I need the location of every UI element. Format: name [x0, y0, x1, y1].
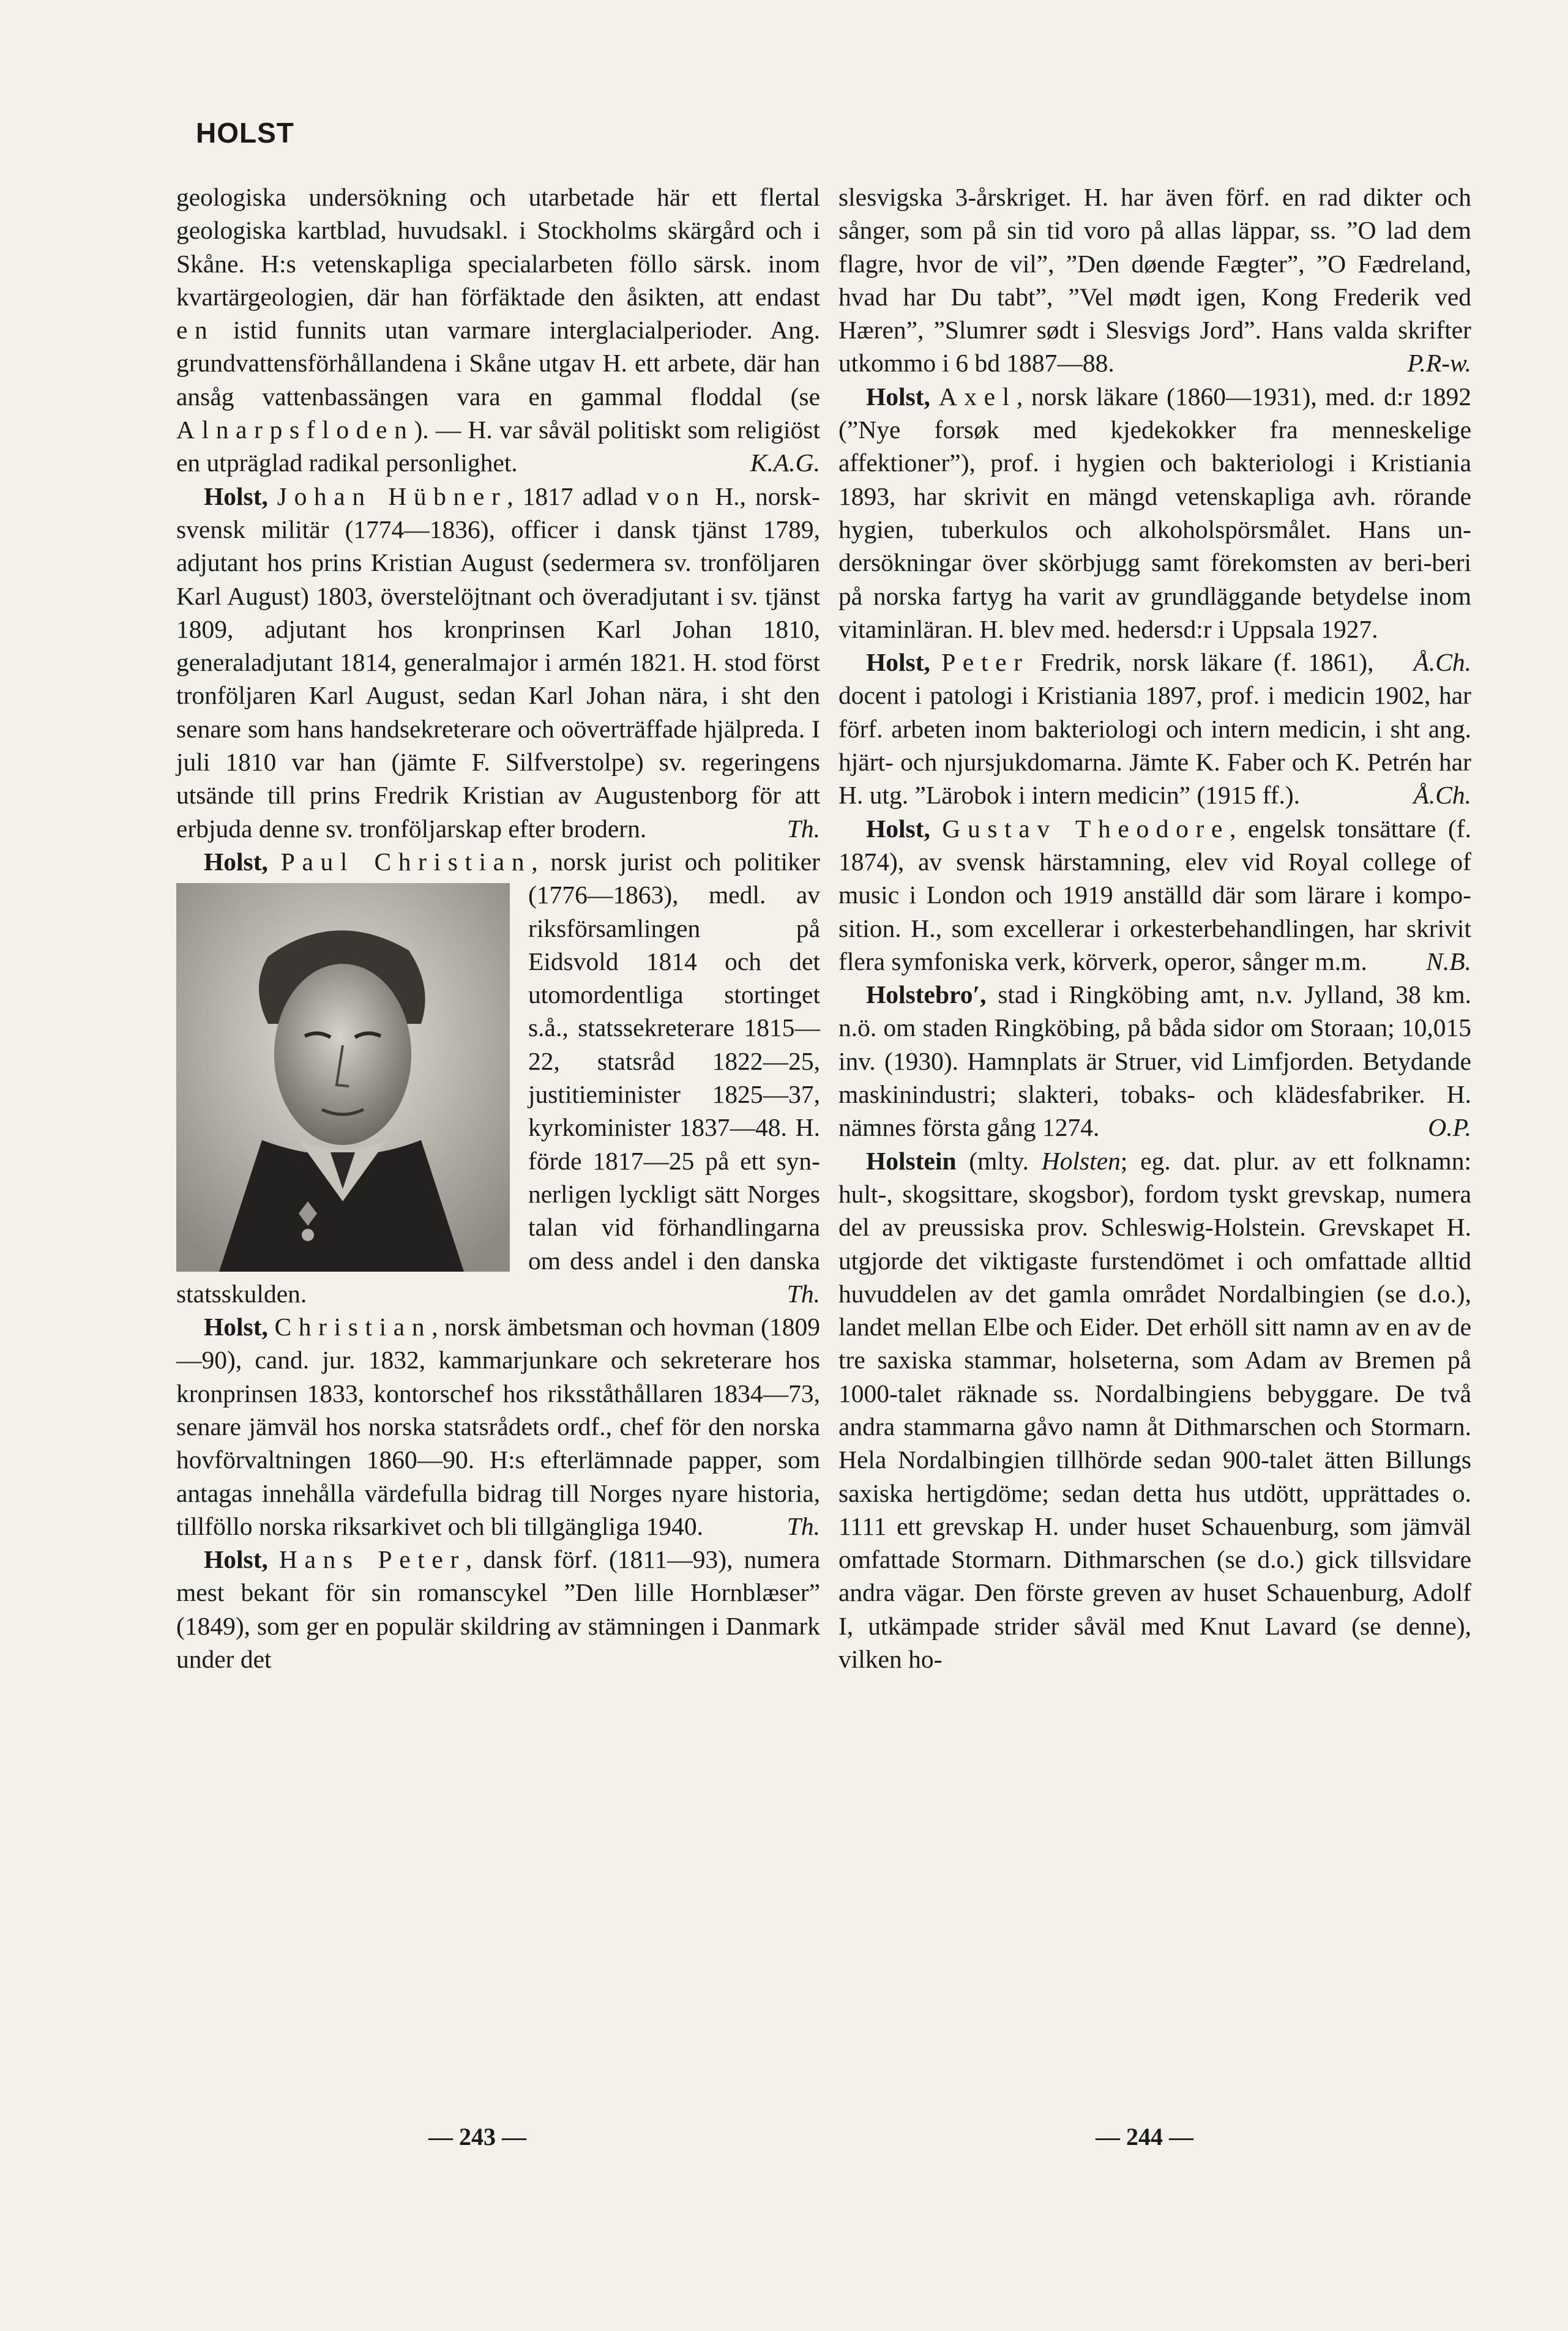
entry-holstebro: Holstebro′, stad i Ringköbing amt, n.v. Jylland, 38 km. n.ö. om staden Ringköbing, på båda sidor om Storaan; 10,015 inv. (1930). Hamnplats är Struer, vid Limfjorden. Betydande maskinindustri; slakteri, tobaks- och klädesfabriker. H. nämnes första gång 1274. O.P. [838, 978, 1471, 1144]
page-number-right: — 244 — [1096, 2123, 1193, 2150]
author-signature: Th. [786, 814, 820, 843]
page-header-title: HOLST [196, 117, 294, 149]
headword: Holstebro′, [866, 980, 987, 1009]
author-signature: Th. [786, 1512, 820, 1540]
headword: Holst, [866, 814, 930, 843]
entry-holst-axel: Holst, Axel, norsk läkare (1860—1931), med. d:r 1892 (”Nye forsøk med kjedekokker fra menneskelige affektioner”), prof. i hygien och bakteriologi i Kristiania 1893, har skrivit en mängd vetenskapliga avh. rörande hygien, tuberkulos och alkoholspörsmålet. Hans undersökningar över skörbjugg samt förekomsten av beri-beri på norska fartyg ha varit av grundläggande betydelse inom vitaminläran. H. blev med. hedersd:r i Uppsala 1927. Å.Ch. [838, 380, 1471, 646]
entry-holst-johan: Holst, Johan Hübner, 1817 adlad von H., norsk-svensk militär (1774—1836), officer i dansk tjänst 1789, adjutant hos prins Kristian August (sedermera sv. tronföljaren Karl August) 1803, överstelöjtnant och överadjutant i sv. tjänst 1809, adjutant hos kronprinsen Karl Johan 1810, generaladjutant 1814, generalmajor i armén 1821. H. stod först tronföljaren Karl August, sedan Karl Johan nära, i sht den senare som hans handsekreterare och oöverträffade hjälpreda. I juli 1810 var han (jämte F. Silfverstolpe) sv. regeringens utsände till prins Fredrik Kristian av Augustenborg för att erbjuda denne sv. tronföljarskap efter brodern. Th. [176, 480, 820, 845]
headword: Holst, [204, 1313, 268, 1341]
headword: Holst, [866, 648, 930, 677]
author-signature: K.A.G. [750, 449, 820, 477]
portrait-illustration [176, 883, 510, 1272]
headword: Holst, [204, 847, 268, 876]
right-column [838, 181, 1471, 1676]
headword: Holstein [866, 1146, 957, 1175]
entry-holstein: Holstein (mlty. Holsten; eg. dat. plur. av ett folknamn: hult-, skogsittare, skogsbor), fordom tyskt grevskap, numera del av preussiska prov. Schleswig-Holstein. Grevskapet H. utgjorde det viktigaste furstendömet i och omfattade alltid huvuddelen av det gamla området Nordalbingien (se d.o.), landet mellan Elbe och Eider. Det erhöll sitt namn av en av de tre saxiska stammar, holseterna, som Adam av Bremen på 1000-talet räknade ss. Nordalbingiens bebyggare. De två andra stammarna gåvo namn åt Dithmarschen och Stormarn. Hela Nordalbingien tillhörde sedan 900-talet ätten Billungs saxiska hertigdöme; sedan detta hus utdött, upprättades o. 1111 ett grevskap H. under huset Schauenburg, som jämväl omfattade Stormarn. Dithmarschen (se d.o.) gick tillsvidare andra vägar. Den förste greven av huset Schauenburg, Adolf I, utkämpade strider såväl med Knut Lavard (se denne), vilken ho- [838, 1146, 1471, 1674]
author-signature: Å.Ch. [1413, 781, 1471, 810]
author-signature: O.P. [1428, 1113, 1471, 1142]
entry-continuation: geologiska undersökning och utarbetade här ett flertal geologiska kartblad, huvudsakl. i Stockholms skärgård och i Skåne. H:s vetenskapliga specialarbeten föllo särsk. inom kvartärgeologien, där han förfäktade den åsikten, att endast en istid funnits utan varmare interglacialperioder. Ang. grundvattensförhållandena i Skåne utgav H. ett arbete, där han ansåg vattenbassängen vara en gammal floddal (se Alnarpsfloden). — H. var såväl politiskt som religiöst en utpräglad radikal personlighet. K.A.G. [176, 181, 820, 480]
entry-holst-paul: Holst, Paul Christian , norsk jurist och politiker (1776—1863), medl. av riksförsamlingen på Eidsvold 1814 och det utomordentliga stortinget s.å., statssekreterare 1815—22, statsråd 1822—25, justitieminister 1825—37, kyrkominister 1837—48. H. förde 1817—25 på ett synnerligen lyckligt sätt Norges talan vid förhandlingarna om dess andel i den danska statsskulden. Th. [176, 845, 820, 1310]
entry-holst-gustav: Holst, Gustav Theodore, engelsk tonsättare (f. 1874), av svensk härstamning, elev vid Royal college of music i London och 1919 anställd där som lärare i komposition. H., som excellerar i orkesterbehandlingen, har skrivit flera symfoniska verk, körverk, operor, sånger m.m. N.B. [838, 812, 1471, 978]
author-signature: Th. [786, 1279, 820, 1308]
headword: Holst, [204, 482, 268, 510]
page-number-left: — 243 — [428, 2123, 526, 2150]
entry-holst-peter: Holst, Peter Fredrik, norsk läkare (f. 1861), docent i patologi i Kristiania 1897, prof. i medicin 1902, har förf. arbeten inom bakteriologi och intern medicin, i sht ang. hjärt- och njursjukdomarna. Jämte K. Faber och K. Petrén har H. utg. ”Lärobok i intern medicin” (1915 ff.). Å.Ch. [838, 646, 1471, 811]
author-signature: N.B. [1426, 947, 1471, 975]
entry-holst-hans-peter: Holst, Hans Peter, dansk förf. (1811—93), numera mest bekant för sin romanscykel ”Den lille Hornblæser” (1849), som ger en populär skildring av stämningen i Danmark under det [176, 1545, 821, 1674]
entry-holst-christian: Holst, Christian, norsk ämbetsman och hovman (1809—90), cand. jur. 1832, kammarjunkare och sekreterare hos kronprinsen 1833, kontorschef hos riksståthållaren 1834—73, senare jämväl hos norska statsrådets ordf., chef för den norska hovförvaltningen 1860—90. H:s efterlämnade papper, som antagas innehålla värdefulla bidrag till Norges nyare historia, tillföllo norska riksarkivet och bli tillgängliga 1940. Th. [176, 1310, 820, 1543]
left-column [176, 181, 820, 1676]
author-signature: P.R-w. [1407, 349, 1471, 378]
headword: Holst, [204, 1545, 268, 1574]
headword: Holst, [866, 382, 930, 411]
entry-continuation: slesvigska 3-årskriget. H. har även förf. en rad dikter och sånger, som på sin tid voro på allas läppar, ss. ”O lad dem flagre, hvor de vil”, ”Den døende Fægter”, ”O Fædreland, hvad har Du tabt”, ”Vel mødt igen, Kong Frederik ved Hæren”, ”Slumrer sødt i Slesvigs Jord”. Hans valda skrifter utkommo i 6 bd 1887—88. P.R-w. [838, 181, 1471, 380]
portrait-image [176, 883, 510, 1272]
author-signature: Å.Ch. [1413, 648, 1471, 677]
